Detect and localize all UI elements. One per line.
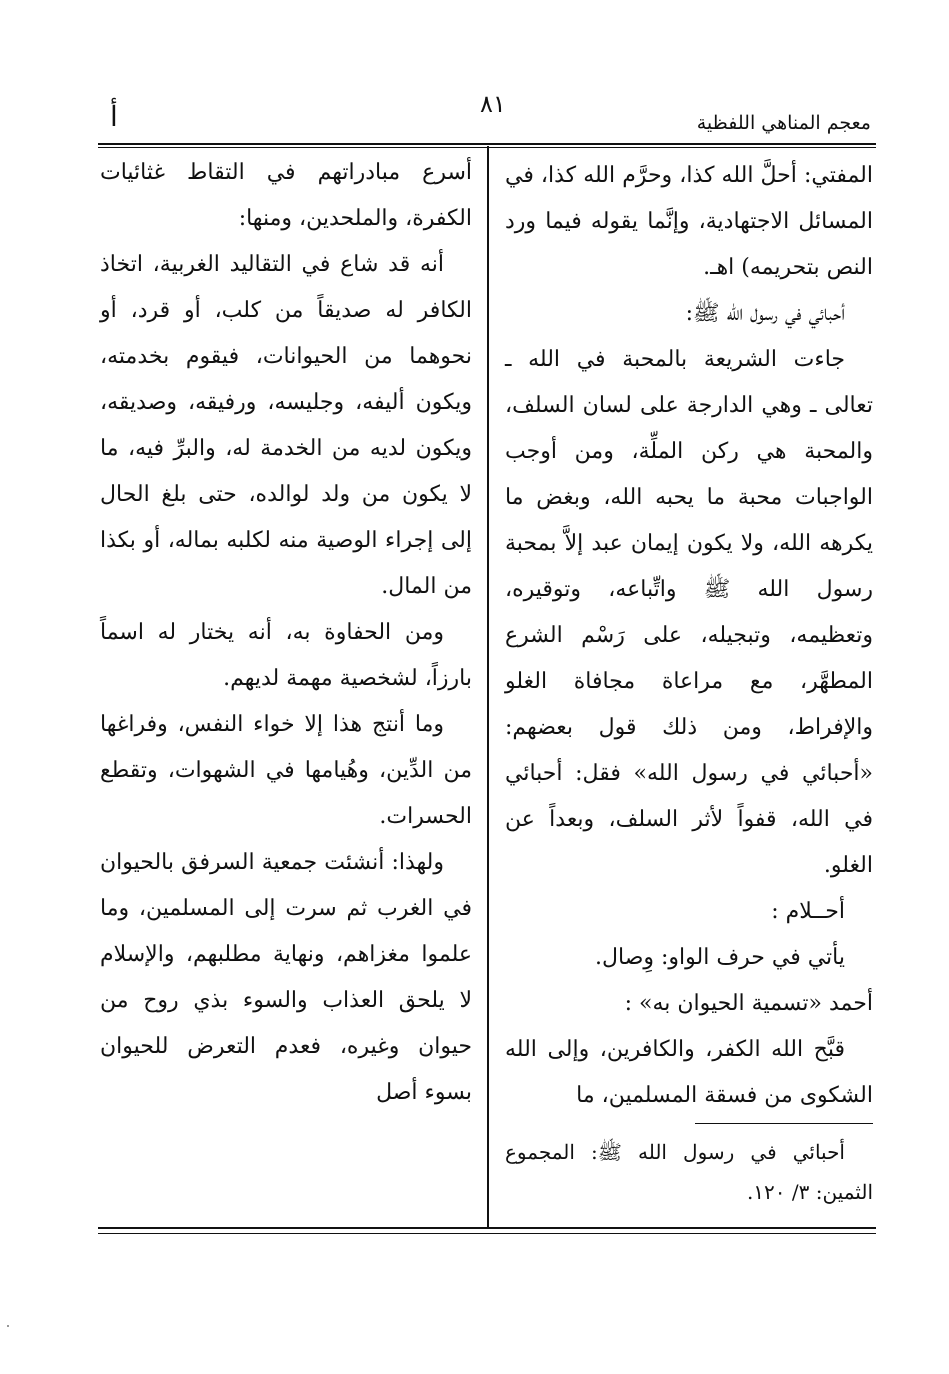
right-column — [505, 153, 873, 1119]
entry-heading-ahibbai: أحبائي في رسول الله ﷺ: — [685, 301, 845, 326]
footnote — [505, 1132, 873, 1212]
scan-speck — [7, 1325, 9, 1327]
column-divider — [487, 146, 489, 1229]
left-paragraph-1: أسرع مبادراتهم في التقاط غثائيات الكفرة، والملحدين، ومنها: — [100, 160, 472, 231]
part-letter: أ — [110, 100, 118, 133]
left-paragraph-5: ولهذا: أنشئت جمعية السرفق بالحيوان في الغرب ثم سرت إلى المسلمين، وما علموا مغزاهم، ونهاية مطلبهم، والإسلام لا يلحق العذاب والسوء بذي روح من حيوان وغيره، فعدم التعرض للحيوان بسوء أصل — [100, 850, 472, 1105]
footnote-text: أحبائي في رسول الله ﷺ: المجموع الثمين: ٣/ ١٢٠. — [505, 1140, 873, 1204]
entry-heading-ahlam: أحــلام : — [771, 899, 845, 924]
footer-rule-bottom — [98, 1233, 876, 1234]
left-paragraph-4: وما أنتج هذا إلا خواء النفس، وفراغها من الدِّين، وهُيامها في الشهوات، وتقطع الحسرات. — [100, 712, 472, 829]
footnote-separator — [695, 1123, 873, 1124]
running-header-title: معجم المناهي اللفظية — [696, 112, 871, 134]
footer-rule-top — [98, 1227, 876, 1229]
right-paragraph-3: يأتي في حرف الواو: وِصال. — [595, 945, 845, 970]
page-number: ٨١ — [480, 90, 506, 118]
header-rule — [98, 143, 876, 145]
right-paragraph-1: المفتي: أحلَّ الله كذا، وحرَّم الله كذا، في المسائل الاجتهادية، وإنَّما يقوله فيما ورد النص بتحريمه) اهـ. — [505, 163, 873, 280]
left-paragraph-2: أنه قد شاع في التقاليد الغربية، اتخاذ الكافر له صديقاً من كلب، أو قرد، أو نحوهما من الحيوانات، فيقوم بخدمته، ويكون أليفه، وجليسه، ورفيقه، وصديقه، ويكون لديه من الخدمة له، والبرِّ فيه، ما لا يكون من ولد لوالده، حتى بلغ الحال إلى إجراء الوصية منه لكلبه بماله، أو بكذا من المال. — [100, 252, 472, 599]
right-paragraph-4: قبَّح الله الكفر، والكافرين، وإلى الله الشكوى من فسقة المسلمين، ما — [505, 1037, 873, 1108]
left-column — [100, 150, 472, 1116]
right-paragraph-2: جاءت الشريعة بالمحبة في الله ـ تعالى ـ وهي الدارجة على لسان السلف، والمحبة هي ركن الملِّة، ومن أوجب الواجبات محبة ما يحبه الله، وبغض ما يكرهه الله، ولا يكون إيمان عبد إلاَّ بمحبة رسول الله ﷺ واتِّباعه، وتوقيره، وتعظيمه، وتبجيله، على رَسْم الشرع المطهَّر، مع مراعاة مجافاة الغلو والإفراط، ومن ذلك قول بعضهم: «أحبائي في رسول الله» فقل: أحبائي في الله، قفواً لأثر السلف، وبعداً عن الغلو. — [505, 347, 873, 878]
left-paragraph-3: ومن الحفاوة به، أنه يختار له اسماً بارزاً، لشخصية مهمة لديهم. — [100, 620, 472, 691]
entry-heading-ahmad: أحمد «تسمية الحيوان به» : — [624, 991, 873, 1016]
